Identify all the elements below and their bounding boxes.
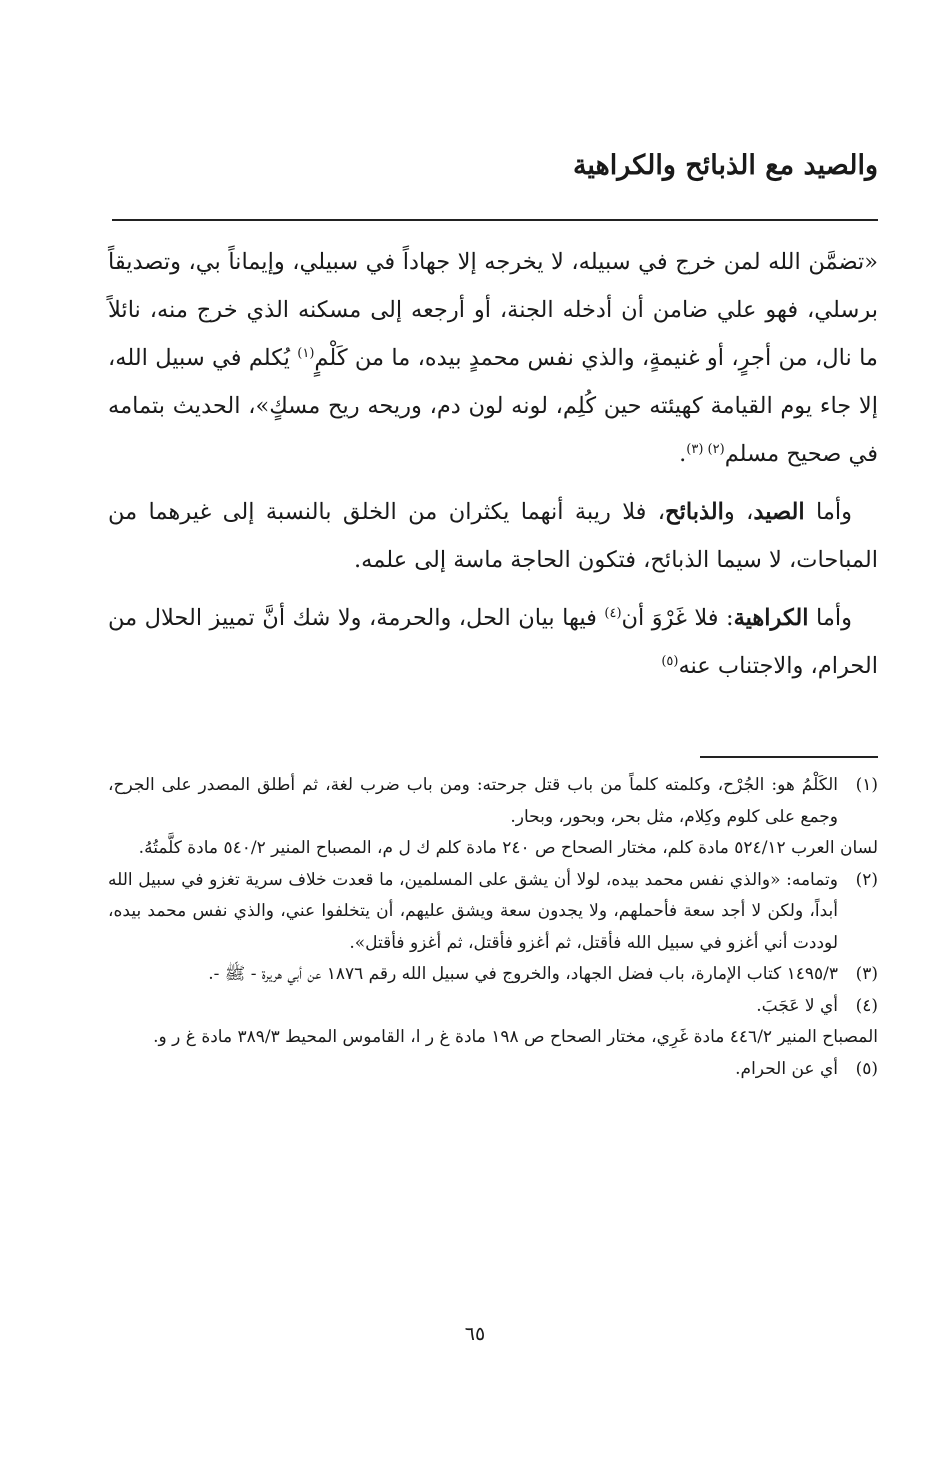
header-divider [112, 219, 878, 221]
footnote-number: (٤) [855, 995, 878, 1016]
footnote-source: المصباح المنير ٤٤٦/٢ مادة غَرِي، مختار الصحاح ص ١٩٨ مادة غ ر ا، القاموس المحيط ٣٨٩/٣ مادة غ ر و. [153, 1027, 878, 1047]
paragraph-hadith [108, 238, 878, 478]
footnote-ref-2-3[interactable]: (٢) (٣) [686, 442, 725, 457]
footnote-number: (٣) [855, 964, 878, 984]
footnote-text: أي عن الحرام. [735, 1058, 838, 1079]
footnote-ref-1[interactable]: (١) [297, 346, 315, 361]
p3-text-part-2: فيها بيان الحل، والحرمة، ولا شك أنَّ تمييز الحلال من الحرام، والاجتناب عنه [108, 605, 878, 679]
footnote-ref-4[interactable]: (٤) [604, 606, 622, 621]
footnote-5 [108, 1054, 878, 1086]
p2-separator: ، و [723, 499, 754, 525]
page-number: ٦٥ [464, 1323, 486, 1345]
p3-lead: وأما [808, 605, 852, 631]
footnote-4 [108, 991, 878, 1054]
main-text [108, 238, 878, 700]
term-hunting: الصيد [753, 499, 805, 525]
footnote-number: (٢) [855, 869, 878, 890]
footnote-number: (٥) [855, 1058, 878, 1079]
footnote-source: لسان العرب ٥٢٤/١٢ مادة كلم، مختار الصحاح ص ٢٤٠ مادة كلم ك ل م، المصباح المنير ٥٤٠/٢ مادة كلَّمتُهُ. [138, 838, 878, 858]
p2-rest: ، فلا ريبة أنهما يكثران من الخلق بالنسبة إلى غيرهما من المباحات، لا سيما الذبائح، فتكون الحاجة ماسة إلى علمه. [108, 499, 878, 573]
footnote-3 [108, 959, 878, 991]
footnote-text: الكَلْمُ هو: الجُرْح، وكلمته كلماً من باب قتل جرحته: ومن باب ضرب لغة، ثم أطلق المصدر على الجرح، وجمع على كلوم وكِلام، مثل بحر، وبحور، وبحار. [108, 775, 838, 827]
hadith-text-end: . [679, 441, 687, 467]
paragraph-hunting-slaughter [108, 488, 878, 584]
p2-lead: وأما [804, 499, 853, 525]
footnote-text: أي لا عَجَبَ. [756, 995, 838, 1016]
term-slaughter: الذبائح [665, 499, 724, 525]
footnote-text: وتمامه: «والذي نفس محمد بيده، لولا أن يشق على المسلمين، ما قعدت خلاف سرية تغزو في سبيل الله أبداً، ولكن لا أجد سعة فأحملهم، ولا يجدون سعة ويشق عليهم، أن يتخلفوا عني، والذي نفس محمد بيده، لوددت أني أغزو في سبيل الله فأقتل، ثم أغزو فأقتل، ثم أغزو فأقتل». [108, 869, 838, 953]
p3-text-part-1: : فلا غَرْوَ أن [621, 605, 734, 631]
footnote-number: (١) [855, 775, 878, 795]
hadith-text-part-2: يُكلم في سبيل الله، إلا جاء يوم القيامة كهيئته حين كُلِم، لونه لون دم، وريحه ريح مسكٍ»، الحديث بتمامه في صحيح مسلم [108, 345, 878, 467]
running-header-title: والصيد مع الذبائح والكراهية [572, 150, 878, 181]
footnote-1 [108, 770, 878, 865]
footnote-2 [108, 865, 878, 960]
footnote-ref-5[interactable]: (٥) [661, 654, 679, 669]
hadith-text-part-1: «تضمَّن الله لمن خرج في سبيله، لا يخرجه إلا جهاداً في سبيلي، وإيماناً بي، وتصديقاً برسلي، فهو علي ضامن أن أدخله الجنة، أو أرجعه إلى مسكنه الذي خرج منه، نائلاً ما نال، من أجرٍ، أو غنيمةٍ، والذي نفس محمدٍ بيده، ما من كَلْمٍ [108, 249, 878, 371]
term-karahiya: الكراهية [733, 605, 809, 631]
footnote-divider [700, 756, 878, 758]
paragraph-karahiya [108, 594, 878, 690]
footnotes [108, 770, 878, 1085]
footnote-text: ١٤٩٥/٣ كتاب الإمارة، باب فضل الجهاد، والخروج في سبيل الله رقم ١٨٧٦ عن أبي هريرة - ﷺ -. [208, 964, 838, 984]
